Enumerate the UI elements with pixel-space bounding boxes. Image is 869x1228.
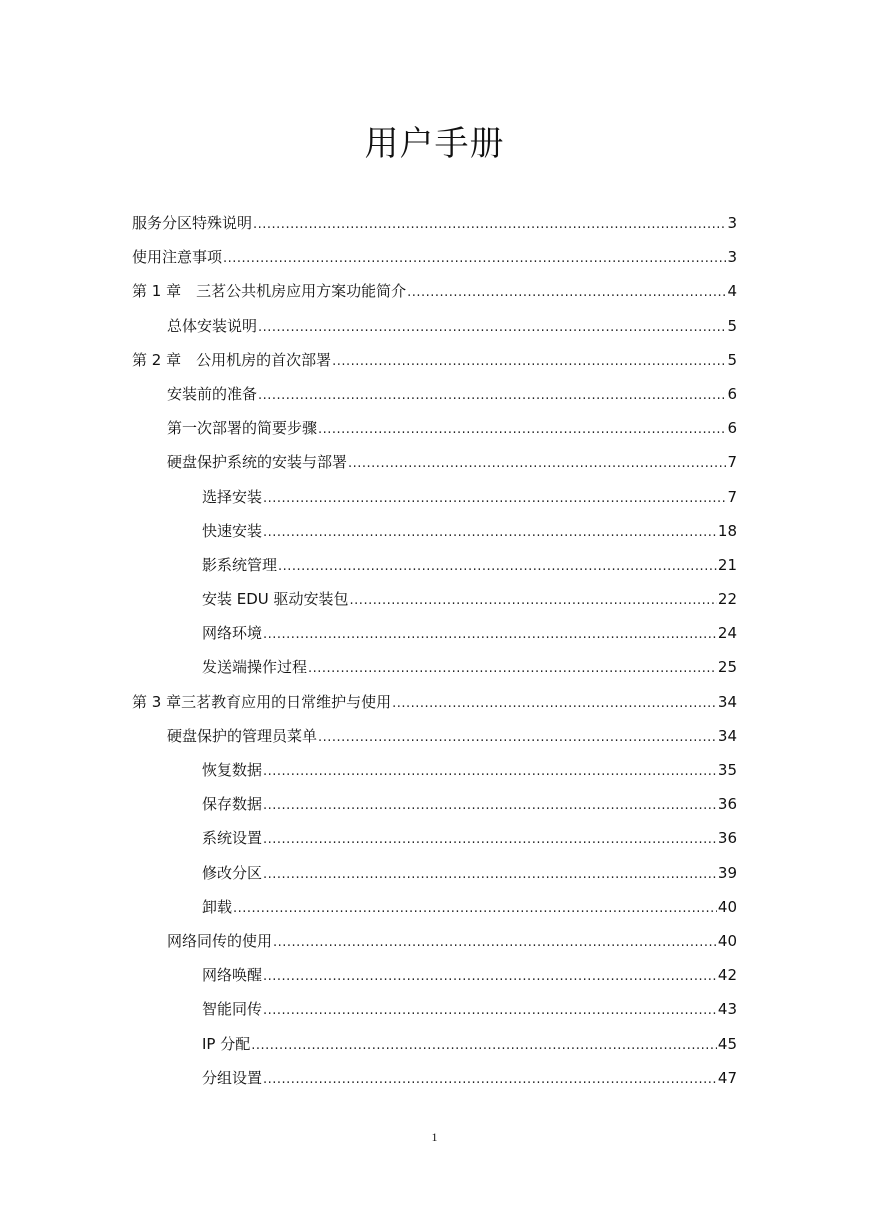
toc-entry[interactable] [132,616,737,650]
toc-entry-title: 第 3 章三茗教育应用的日常维护与使用 [132,692,392,711]
toc-entry-page: 42 [717,966,737,985]
table-of-contents [132,206,737,1095]
page-title: 用户手册 [364,124,505,164]
toc-entry-title: IP 分配 [202,1034,251,1053]
toc-dot-leader [263,823,717,857]
toc-entry-title: 第一次部署的简要步骤 [167,419,318,438]
toc-entry[interactable] [132,856,737,890]
toc-entry[interactable] [132,685,737,719]
toc-entry[interactable] [132,924,737,958]
toc-entry-page: 39 [717,863,737,882]
toc-entry[interactable] [132,411,737,445]
toc-entry[interactable] [132,343,737,377]
toc-dot-leader [332,345,726,379]
toc-dot-leader [263,755,717,789]
toc-entry[interactable] [132,753,737,787]
toc-dot-leader [273,926,717,960]
toc-entry[interactable] [132,274,737,308]
toc-entry[interactable] [132,445,737,479]
toc-dot-leader [263,960,717,994]
toc-entry[interactable] [132,890,737,924]
toc-dot-leader [263,994,717,1028]
toc-entry[interactable] [132,958,737,992]
toc-dot-leader [350,584,717,618]
toc-entry[interactable] [132,377,737,411]
toc-entry-title: 第 1 章 三茗公共机房应用方案功能简介 [132,282,407,301]
toc-entry-title: 硬盘保护系统的安装与部署 [167,453,348,472]
toc-entry-title: 安装前的准备 [167,384,258,403]
toc-entry-page: 18 [717,521,737,540]
toc-dot-leader [318,721,717,755]
toc-entry-page: 40 [717,897,737,916]
toc-dot-leader [223,242,726,276]
toc-entry[interactable] [132,548,737,582]
toc-entry-title: 服务分区特殊说明 [132,214,253,232]
toc-dot-leader [318,413,726,447]
toc-entry-page: 3 [727,248,737,267]
toc-entry-page: 21 [717,555,737,574]
toc-dot-leader [278,550,717,584]
toc-entry-title: 分组设置 [202,1068,263,1087]
toc-dot-leader [263,618,717,652]
toc-entry[interactable] [132,480,737,514]
toc-dot-leader [392,687,717,721]
toc-entry[interactable] [132,1027,737,1061]
toc-entry-page: 3 [727,214,737,232]
toc-entry-title: 发送端操作过程 [202,658,308,677]
toc-dot-leader [263,1063,717,1097]
toc-entry-page: 6 [727,419,737,438]
toc-entry-page: 34 [717,726,737,745]
toc-dot-leader [308,652,717,686]
toc-entry-page: 5 [727,350,737,369]
toc-dot-leader [258,379,726,413]
toc-entry-page: 24 [717,624,737,643]
toc-entry[interactable] [132,787,737,821]
toc-entry-page: 7 [727,487,737,506]
toc-entry[interactable] [132,650,737,684]
toc-dot-leader [263,516,717,550]
toc-dot-leader [407,276,726,310]
toc-entry-title: 修改分区 [202,863,263,882]
toc-dot-leader [263,858,717,892]
toc-entry-page: 34 [717,692,737,711]
toc-entry-title: 选择安装 [202,487,263,506]
toc-entry-title: 总体安装说明 [167,316,258,335]
toc-entry-title: 安装 EDU 驱动安装包 [202,590,349,609]
toc-entry-title: 使用注意事项 [132,248,223,267]
toc-dot-leader [253,208,726,242]
toc-entry-page: 45 [717,1034,737,1053]
page-number: 1 [431,1130,438,1144]
toc-entry-page: 43 [717,1000,737,1019]
toc-entry-title: 硬盘保护的管理员菜单 [167,726,318,745]
toc-dot-leader [348,447,726,481]
toc-entry-title: 第 2 章 公用机房的首次部署 [132,350,332,369]
toc-entry-title: 网络唤醒 [202,966,263,985]
toc-entry-page: 36 [717,795,737,814]
toc-entry[interactable] [132,992,737,1026]
toc-entry[interactable] [132,240,737,274]
toc-entry-title: 快速安装 [202,521,263,540]
toc-entry-title: 网络环境 [202,624,263,643]
toc-entry[interactable] [132,821,737,855]
toc-entry-page: 35 [717,761,737,779]
toc-dot-leader [263,482,726,516]
toc-entry[interactable] [132,309,737,343]
toc-entry-title: 影系统管理 [202,555,278,574]
toc-entry-page: 36 [717,829,737,848]
toc-entry-page: 40 [717,931,737,950]
toc-entry-title: 系统设置 [202,829,263,848]
toc-entry-page: 25 [717,658,737,677]
toc-entry[interactable] [132,1061,737,1095]
toc-entry-page: 5 [727,316,737,335]
toc-entry-page: 4 [727,282,737,301]
toc-entry[interactable] [132,514,737,548]
toc-entry-page: 22 [717,590,737,609]
toc-entry-title: 恢复数据 [202,761,263,779]
toc-dot-leader [251,1029,717,1063]
toc-dot-leader [233,892,717,926]
toc-dot-leader [263,789,717,823]
toc-entry[interactable] [132,582,737,616]
toc-entry-title: 网络同传的使用 [167,931,273,950]
toc-entry-title: 保存数据 [202,795,263,814]
toc-entry-page: 6 [727,384,737,403]
toc-dot-leader [258,311,726,345]
toc-entry[interactable] [132,719,737,753]
toc-entry-page: 47 [717,1068,737,1087]
toc-entry-title: 卸载 [202,897,233,916]
toc-entry-page: 7 [727,453,737,472]
toc-entry[interactable] [132,206,737,240]
toc-entry-title: 智能同传 [202,1000,263,1019]
